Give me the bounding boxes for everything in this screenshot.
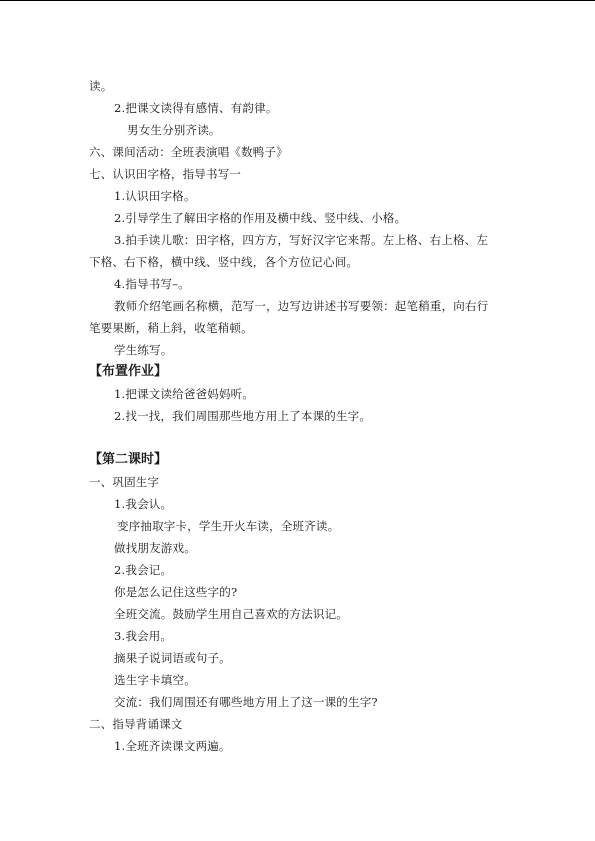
text-line: 读。: [89, 79, 113, 93]
text-line: 你是怎么记住这些字的?: [114, 585, 238, 599]
text-line: 1.把课文读给爸爸妈妈听。: [114, 387, 255, 401]
text-line: 学生练写。: [114, 343, 173, 357]
text-line: 4.指导书写–。: [114, 277, 190, 291]
text-line: 1.认识田字格。: [114, 189, 196, 203]
section-heading: 二、指导背诵课文: [89, 717, 183, 731]
text-line: 下格、右下格，横中线、竖中线，各个方位记心间。: [89, 255, 359, 269]
text-line: 2.我会记。: [114, 563, 173, 577]
text-line: 3.拍手读儿歌：田字格，四方方，写好汉字它来帮。左上格、右上格、左: [114, 233, 489, 247]
text-line: 2.把课文读得有感情、有韵律。: [114, 101, 278, 115]
text-line: 摘果子说词语或句子。: [114, 651, 231, 665]
top-border-line: [0, 0, 595, 1]
text-line: 1.我会认。: [114, 497, 173, 511]
section-heading: 六、课间活动：全班表演唱《数鸭子》: [89, 145, 288, 159]
text-line: 交流：我们周围还有哪些地方用上了这一课的生字?: [114, 695, 378, 709]
text-line: 3.我会用。: [114, 629, 173, 643]
text-line: 全班交流。鼓励学生用自己喜欢的方法识记。: [114, 607, 348, 621]
section-heading: 七、认识田字格，指导书写一: [89, 167, 242, 181]
text-line: 2.找一找，我们周围那些地方用上了本课的生字。: [114, 409, 372, 423]
text-line: 2.引导学生了解田字格的作用及横中线、竖中线、小格。: [114, 211, 407, 225]
text-line: 做找朋友游戏。: [114, 541, 196, 555]
text-line: 男女生分别齐读。: [127, 123, 221, 137]
text-line: 选生字卡填空。: [114, 673, 196, 687]
text-line: 教师介绍笔画名称横，范写一，边写边讲述书写要领：起笔稍重，向右行: [114, 299, 489, 313]
text-line: 变序抽取字卡，学生开火车读，全班齐读。: [117, 519, 340, 533]
homework-heading: 【布置作业】: [89, 364, 168, 379]
text-line: 1.全班齐读课文两遍。: [114, 739, 231, 753]
second-lesson-heading: 【第二课时】: [89, 452, 168, 467]
section-heading: 一、巩固生字: [89, 475, 160, 489]
text-line: 笔要果断，稍上斜，收笔稍顿。: [89, 321, 253, 335]
